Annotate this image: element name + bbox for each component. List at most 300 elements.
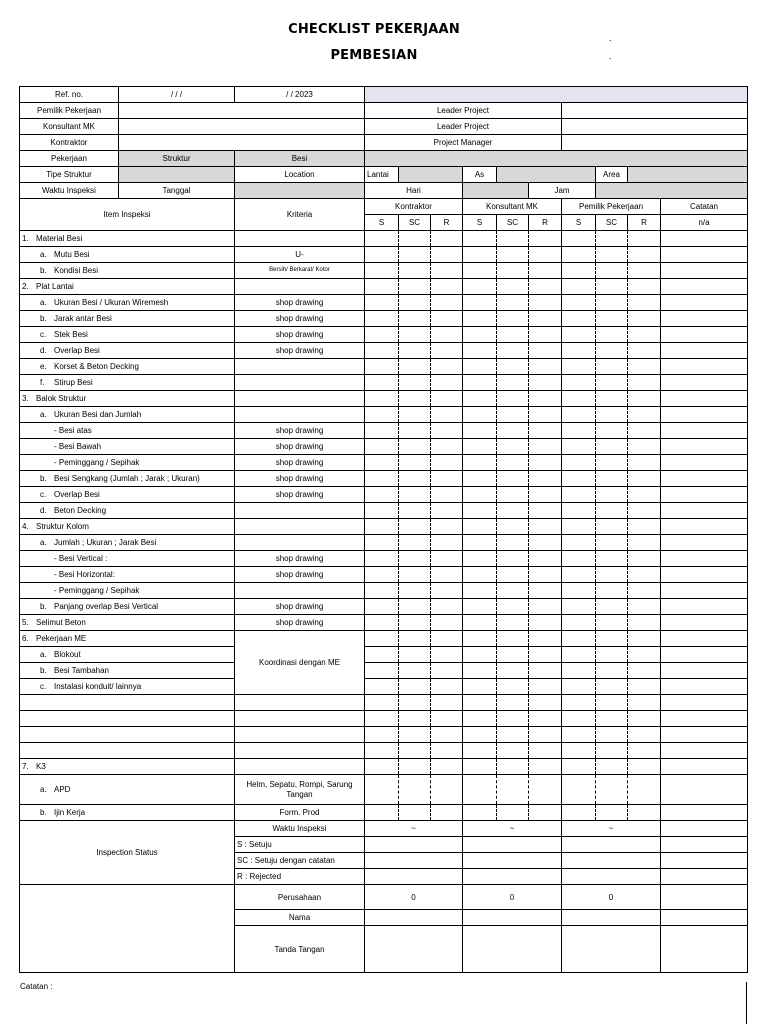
check-cell[interactable]	[463, 805, 497, 821]
check-cell[interactable]	[365, 663, 399, 679]
check-cell[interactable]	[463, 423, 497, 439]
check-cell[interactable]	[628, 423, 661, 439]
criteria-cell[interactable]	[235, 711, 365, 727]
check-cell[interactable]	[562, 535, 596, 551]
check-cell[interactable]	[463, 455, 497, 471]
check-cell[interactable]	[399, 567, 431, 583]
check-cell[interactable]	[628, 359, 661, 375]
criteria-cell[interactable]	[235, 695, 365, 711]
check-cell[interactable]	[497, 583, 529, 599]
check-cell[interactable]	[431, 279, 463, 295]
catatan-cell[interactable]	[661, 743, 748, 759]
check-cell[interactable]	[399, 295, 431, 311]
check-cell[interactable]	[628, 391, 661, 407]
check-cell[interactable]	[463, 231, 497, 247]
check-cell[interactable]	[562, 455, 596, 471]
catatan-cell[interactable]	[661, 295, 748, 311]
check-cell[interactable]	[562, 583, 596, 599]
check-cell[interactable]	[431, 375, 463, 391]
check-cell[interactable]	[365, 375, 399, 391]
check-cell[interactable]	[463, 615, 497, 631]
check-cell[interactable]	[431, 455, 463, 471]
check-cell[interactable]	[463, 551, 497, 567]
check-cell[interactable]	[497, 743, 529, 759]
check-cell[interactable]	[463, 375, 497, 391]
check-cell[interactable]	[463, 487, 497, 503]
check-cell[interactable]	[628, 535, 661, 551]
check-cell[interactable]	[431, 519, 463, 535]
catatan-cell[interactable]	[661, 487, 748, 503]
check-cell[interactable]	[365, 711, 399, 727]
check-cell[interactable]	[562, 743, 596, 759]
check-cell[interactable]	[562, 615, 596, 631]
check-cell[interactable]	[365, 503, 399, 519]
status-cell[interactable]: ~	[463, 821, 562, 837]
check-cell[interactable]	[365, 455, 399, 471]
signature-cell[interactable]	[365, 926, 463, 973]
check-cell[interactable]	[497, 679, 529, 695]
check-cell[interactable]	[497, 391, 529, 407]
check-cell[interactable]	[529, 743, 562, 759]
check-cell[interactable]	[497, 711, 529, 727]
check-cell[interactable]	[628, 599, 661, 615]
check-cell[interactable]	[562, 295, 596, 311]
check-cell[interactable]	[431, 551, 463, 567]
signature-cell[interactable]	[365, 910, 463, 926]
ref-value-left[interactable]: / / /	[119, 87, 235, 103]
check-cell[interactable]	[562, 391, 596, 407]
catatan-cell[interactable]	[661, 343, 748, 359]
check-cell[interactable]	[497, 759, 529, 775]
check-cell[interactable]	[529, 551, 562, 567]
check-cell[interactable]	[596, 615, 628, 631]
check-cell[interactable]	[596, 455, 628, 471]
check-cell[interactable]	[562, 599, 596, 615]
check-cell[interactable]	[596, 599, 628, 615]
status-cell[interactable]	[562, 853, 661, 869]
catatan-cell[interactable]	[661, 567, 748, 583]
check-cell[interactable]	[628, 679, 661, 695]
check-cell[interactable]	[562, 407, 596, 423]
check-cell[interactable]	[365, 695, 399, 711]
check-cell[interactable]	[596, 375, 628, 391]
check-cell[interactable]	[431, 471, 463, 487]
catatan-cell[interactable]	[661, 583, 748, 599]
check-cell[interactable]	[529, 583, 562, 599]
check-cell[interactable]	[497, 695, 529, 711]
check-cell[interactable]	[529, 519, 562, 535]
catatan-cell[interactable]	[661, 279, 748, 295]
check-cell[interactable]	[399, 775, 431, 805]
check-cell[interactable]	[628, 663, 661, 679]
check-cell[interactable]	[497, 231, 529, 247]
check-cell[interactable]	[628, 471, 661, 487]
check-cell[interactable]	[463, 759, 497, 775]
catatan-cell[interactable]	[661, 869, 748, 885]
check-cell[interactable]	[365, 759, 399, 775]
check-cell[interactable]	[529, 455, 562, 471]
check-cell[interactable]	[365, 679, 399, 695]
catatan-cell[interactable]	[661, 926, 748, 973]
check-cell[interactable]	[431, 327, 463, 343]
check-cell[interactable]	[497, 631, 529, 647]
check-cell[interactable]	[628, 455, 661, 471]
check-cell[interactable]	[399, 519, 431, 535]
check-cell[interactable]	[365, 311, 399, 327]
check-cell[interactable]	[529, 439, 562, 455]
check-cell[interactable]	[497, 551, 529, 567]
check-cell[interactable]	[562, 679, 596, 695]
status-cell[interactable]	[365, 837, 463, 853]
check-cell[interactable]	[562, 343, 596, 359]
check-cell[interactable]	[431, 615, 463, 631]
check-cell[interactable]	[628, 247, 661, 263]
status-cell[interactable]: ~	[365, 821, 463, 837]
check-cell[interactable]	[365, 743, 399, 759]
check-cell[interactable]	[529, 487, 562, 503]
catatan-cell[interactable]	[661, 821, 748, 837]
check-cell[interactable]	[529, 247, 562, 263]
check-cell[interactable]	[463, 439, 497, 455]
check-cell[interactable]	[529, 695, 562, 711]
check-cell[interactable]	[596, 263, 628, 279]
check-cell[interactable]	[529, 711, 562, 727]
check-cell[interactable]	[596, 439, 628, 455]
check-cell[interactable]	[497, 247, 529, 263]
check-cell[interactable]	[463, 471, 497, 487]
check-cell[interactable]	[365, 423, 399, 439]
check-cell[interactable]	[399, 647, 431, 663]
check-cell[interactable]	[365, 647, 399, 663]
check-cell[interactable]	[529, 391, 562, 407]
check-cell[interactable]	[529, 567, 562, 583]
check-cell[interactable]	[529, 231, 562, 247]
check-cell[interactable]	[365, 359, 399, 375]
check-cell[interactable]	[431, 295, 463, 311]
check-cell[interactable]	[596, 551, 628, 567]
check-cell[interactable]	[365, 343, 399, 359]
check-cell[interactable]	[529, 805, 562, 821]
signature-cell[interactable]	[562, 910, 661, 926]
check-cell[interactable]	[399, 743, 431, 759]
check-cell[interactable]	[399, 231, 431, 247]
check-cell[interactable]	[628, 567, 661, 583]
area-value[interactable]	[628, 167, 748, 183]
check-cell[interactable]	[463, 327, 497, 343]
check-cell[interactable]	[628, 407, 661, 423]
check-cell[interactable]	[365, 551, 399, 567]
check-cell[interactable]	[365, 727, 399, 743]
check-cell[interactable]	[399, 423, 431, 439]
status-cell[interactable]	[463, 837, 562, 853]
signature-cell[interactable]	[463, 910, 562, 926]
check-cell[interactable]	[628, 727, 661, 743]
check-cell[interactable]	[562, 551, 596, 567]
check-cell[interactable]	[529, 679, 562, 695]
check-cell[interactable]	[431, 407, 463, 423]
check-cell[interactable]	[399, 663, 431, 679]
catatan-cell[interactable]	[661, 647, 748, 663]
check-cell[interactable]	[562, 263, 596, 279]
check-cell[interactable]	[497, 775, 529, 805]
catatan-cell[interactable]	[661, 615, 748, 631]
inspection-item[interactable]	[20, 727, 235, 743]
check-cell[interactable]	[365, 487, 399, 503]
check-cell[interactable]	[365, 439, 399, 455]
check-cell[interactable]	[399, 805, 431, 821]
status-cell[interactable]: ~	[562, 821, 661, 837]
check-cell[interactable]	[497, 279, 529, 295]
jam-value[interactable]	[596, 183, 748, 199]
check-cell[interactable]	[562, 663, 596, 679]
check-cell[interactable]	[463, 247, 497, 263]
check-cell[interactable]	[399, 759, 431, 775]
check-cell[interactable]	[562, 775, 596, 805]
check-cell[interactable]	[463, 583, 497, 599]
signature-cell[interactable]	[463, 926, 562, 973]
check-cell[interactable]	[431, 759, 463, 775]
check-cell[interactable]	[628, 805, 661, 821]
check-cell[interactable]	[463, 359, 497, 375]
check-cell[interactable]	[399, 551, 431, 567]
ref-value-right[interactable]: / / 2023	[235, 87, 365, 103]
check-cell[interactable]	[399, 583, 431, 599]
check-cell[interactable]	[562, 231, 596, 247]
check-cell[interactable]	[562, 439, 596, 455]
check-cell[interactable]	[562, 647, 596, 663]
check-cell[interactable]	[562, 279, 596, 295]
tanggal-value[interactable]	[235, 183, 365, 199]
check-cell[interactable]	[497, 727, 529, 743]
check-cell[interactable]	[399, 391, 431, 407]
check-cell[interactable]	[431, 583, 463, 599]
check-cell[interactable]	[463, 743, 497, 759]
check-cell[interactable]	[399, 343, 431, 359]
check-cell[interactable]	[463, 295, 497, 311]
check-cell[interactable]	[399, 471, 431, 487]
check-cell[interactable]	[431, 663, 463, 679]
check-cell[interactable]	[628, 343, 661, 359]
check-cell[interactable]	[463, 775, 497, 805]
check-cell[interactable]	[365, 567, 399, 583]
check-cell[interactable]	[463, 343, 497, 359]
check-cell[interactable]	[596, 231, 628, 247]
check-cell[interactable]	[463, 263, 497, 279]
check-cell[interactable]	[628, 711, 661, 727]
check-cell[interactable]	[529, 263, 562, 279]
check-cell[interactable]	[562, 423, 596, 439]
check-cell[interactable]	[562, 727, 596, 743]
catatan-cell[interactable]	[661, 885, 748, 910]
check-cell[interactable]	[596, 647, 628, 663]
check-cell[interactable]	[365, 599, 399, 615]
catatan-cell[interactable]	[661, 663, 748, 679]
check-cell[interactable]	[628, 295, 661, 311]
check-cell[interactable]	[628, 647, 661, 663]
check-cell[interactable]	[463, 727, 497, 743]
check-cell[interactable]	[562, 359, 596, 375]
signature-cell[interactable]: 0	[562, 885, 661, 910]
check-cell[interactable]	[596, 583, 628, 599]
check-cell[interactable]	[431, 439, 463, 455]
check-cell[interactable]	[365, 805, 399, 821]
check-cell[interactable]	[562, 327, 596, 343]
check-cell[interactable]	[431, 487, 463, 503]
check-cell[interactable]	[463, 711, 497, 727]
criteria-cell[interactable]	[235, 743, 365, 759]
check-cell[interactable]	[596, 343, 628, 359]
check-cell[interactable]	[431, 631, 463, 647]
check-cell[interactable]	[497, 663, 529, 679]
catatan-cell[interactable]	[661, 263, 748, 279]
check-cell[interactable]	[365, 407, 399, 423]
check-cell[interactable]	[399, 247, 431, 263]
check-cell[interactable]	[365, 263, 399, 279]
check-cell[interactable]	[529, 663, 562, 679]
check-cell[interactable]	[399, 439, 431, 455]
check-cell[interactable]	[431, 599, 463, 615]
check-cell[interactable]	[562, 247, 596, 263]
check-cell[interactable]	[497, 407, 529, 423]
project-manager-value[interactable]	[562, 135, 748, 151]
check-cell[interactable]	[463, 311, 497, 327]
catatan-cell[interactable]	[661, 853, 748, 869]
check-cell[interactable]	[365, 279, 399, 295]
check-cell[interactable]	[431, 711, 463, 727]
check-cell[interactable]	[628, 231, 661, 247]
check-cell[interactable]	[497, 359, 529, 375]
check-cell[interactable]	[497, 327, 529, 343]
catatan-cell[interactable]	[661, 711, 748, 727]
status-cell[interactable]	[463, 869, 562, 885]
check-cell[interactable]	[529, 423, 562, 439]
check-cell[interactable]	[596, 775, 628, 805]
signature-cell[interactable]	[562, 926, 661, 973]
check-cell[interactable]	[529, 759, 562, 775]
check-cell[interactable]	[463, 407, 497, 423]
check-cell[interactable]	[431, 359, 463, 375]
check-cell[interactable]	[562, 759, 596, 775]
check-cell[interactable]	[463, 647, 497, 663]
check-cell[interactable]	[431, 679, 463, 695]
status-cell[interactable]	[562, 869, 661, 885]
catatan-cell[interactable]	[661, 837, 748, 853]
check-cell[interactable]	[399, 599, 431, 615]
check-cell[interactable]	[497, 263, 529, 279]
check-cell[interactable]	[628, 279, 661, 295]
check-cell[interactable]	[596, 247, 628, 263]
check-cell[interactable]	[497, 535, 529, 551]
check-cell[interactable]	[596, 743, 628, 759]
check-cell[interactable]	[562, 567, 596, 583]
check-cell[interactable]	[562, 519, 596, 535]
check-cell[interactable]	[628, 487, 661, 503]
check-cell[interactable]	[365, 615, 399, 631]
signature-cell[interactable]: 0	[365, 885, 463, 910]
check-cell[interactable]	[431, 391, 463, 407]
check-cell[interactable]	[497, 615, 529, 631]
check-cell[interactable]	[529, 407, 562, 423]
check-cell[interactable]	[562, 503, 596, 519]
criteria-cell[interactable]	[235, 727, 365, 743]
catatan-cell[interactable]	[661, 805, 748, 821]
catatan-cell[interactable]	[661, 599, 748, 615]
check-cell[interactable]	[399, 407, 431, 423]
check-cell[interactable]	[463, 279, 497, 295]
catatan-cell[interactable]	[661, 503, 748, 519]
status-cell[interactable]	[365, 853, 463, 869]
kontraktor-value[interactable]	[119, 135, 365, 151]
check-cell[interactable]	[596, 423, 628, 439]
check-cell[interactable]	[399, 535, 431, 551]
check-cell[interactable]	[399, 503, 431, 519]
check-cell[interactable]	[596, 407, 628, 423]
check-cell[interactable]	[399, 311, 431, 327]
check-cell[interactable]	[596, 679, 628, 695]
check-cell[interactable]	[529, 359, 562, 375]
check-cell[interactable]	[463, 503, 497, 519]
check-cell[interactable]	[529, 775, 562, 805]
check-cell[interactable]	[431, 343, 463, 359]
check-cell[interactable]	[529, 471, 562, 487]
check-cell[interactable]	[529, 599, 562, 615]
catatan-cell[interactable]	[661, 695, 748, 711]
check-cell[interactable]	[596, 487, 628, 503]
check-cell[interactable]	[365, 519, 399, 535]
check-cell[interactable]	[497, 567, 529, 583]
check-cell[interactable]	[497, 599, 529, 615]
check-cell[interactable]	[431, 503, 463, 519]
check-cell[interactable]	[628, 695, 661, 711]
check-cell[interactable]	[628, 551, 661, 567]
catatan-cell[interactable]	[661, 439, 748, 455]
check-cell[interactable]	[365, 775, 399, 805]
check-cell[interactable]	[628, 615, 661, 631]
check-cell[interactable]	[529, 375, 562, 391]
check-cell[interactable]	[628, 583, 661, 599]
check-cell[interactable]	[562, 375, 596, 391]
check-cell[interactable]	[431, 231, 463, 247]
check-cell[interactable]	[562, 311, 596, 327]
check-cell[interactable]	[463, 695, 497, 711]
check-cell[interactable]	[497, 295, 529, 311]
check-cell[interactable]	[596, 471, 628, 487]
inspection-item[interactable]	[20, 743, 235, 759]
check-cell[interactable]	[463, 599, 497, 615]
catatan-cell[interactable]	[661, 519, 748, 535]
catatan-cell[interactable]	[661, 775, 748, 805]
check-cell[interactable]	[399, 615, 431, 631]
check-cell[interactable]	[463, 663, 497, 679]
check-cell[interactable]	[399, 487, 431, 503]
check-cell[interactable]	[365, 583, 399, 599]
check-cell[interactable]	[497, 647, 529, 663]
check-cell[interactable]	[497, 455, 529, 471]
catatan-cell[interactable]	[661, 407, 748, 423]
check-cell[interactable]	[529, 647, 562, 663]
check-cell[interactable]	[529, 631, 562, 647]
check-cell[interactable]	[497, 471, 529, 487]
catatan-cell[interactable]	[661, 231, 748, 247]
check-cell[interactable]	[365, 471, 399, 487]
check-cell[interactable]	[529, 327, 562, 343]
check-cell[interactable]	[596, 695, 628, 711]
check-cell[interactable]	[628, 439, 661, 455]
check-cell[interactable]	[497, 439, 529, 455]
check-cell[interactable]	[463, 631, 497, 647]
check-cell[interactable]	[596, 295, 628, 311]
check-cell[interactable]	[596, 567, 628, 583]
